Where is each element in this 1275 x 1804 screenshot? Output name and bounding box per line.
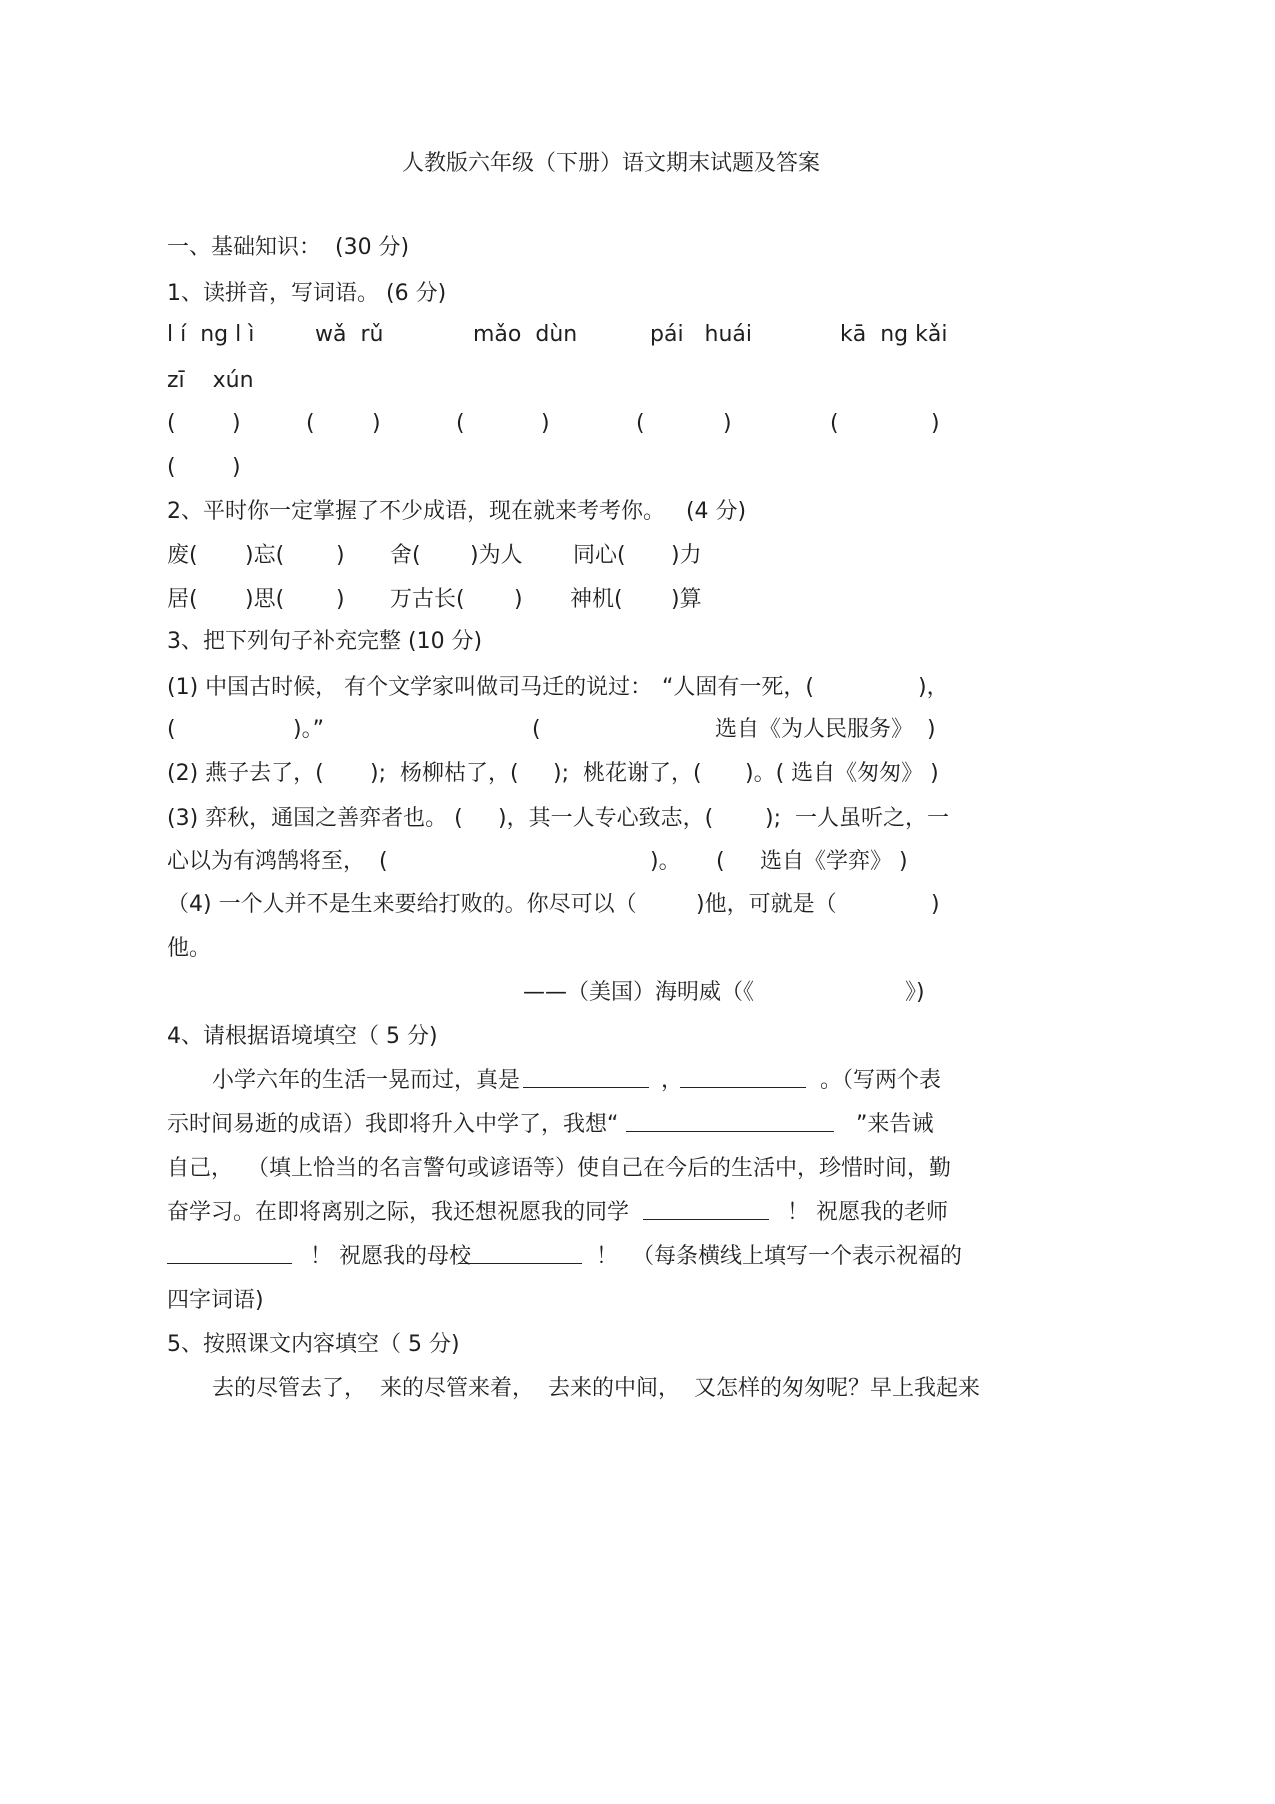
answer-paren-close: ) — [723, 411, 732, 436]
q4-text: ”来告诫 — [856, 1112, 934, 1137]
sentence-3-part: ); 一人虽听之，一 — [765, 806, 949, 831]
sentence-4-part: （4) 一个人并不是生来要给打败的。你尽可以（ — [167, 892, 637, 917]
pinyin-1: l í ng l ì — [167, 322, 255, 347]
sentence-3-part: )，其一人专心致志，( — [498, 806, 714, 831]
answer-paren-open: ( — [167, 455, 176, 480]
fill-blank[interactable] — [626, 1131, 834, 1132]
sentence-1-text: (1) 中国古时候， 有个文学家叫做司马迁的说过： — [167, 675, 653, 700]
idiom-fragment: 万古长( — [390, 587, 465, 612]
sentence-2-part: ); 桃花谢了，( — [553, 761, 702, 786]
q4-text: 。（写两个表 — [820, 1068, 942, 1093]
question-4-prompt: 4、请根据语境填空（ 5 分) — [167, 1024, 438, 1049]
answer-paren-close: ) — [541, 411, 550, 436]
idiom-fragment: 居( — [167, 587, 198, 612]
fill-blank[interactable] — [523, 1087, 649, 1088]
sentence-2-part: )。( 选自《匆匆》 ) — [745, 761, 939, 786]
sentence-4-part: )他，可就是（ — [696, 892, 837, 917]
q5-text: 去的尽管去了， 来的尽管来着， 去来的中间， 又怎样的匆匆呢？早上我起来 — [212, 1376, 980, 1401]
idiom-fragment: ) — [336, 543, 345, 568]
idiom-fragment: 废( — [167, 543, 198, 568]
fill-blank[interactable] — [643, 1219, 769, 1220]
pinyin-2: wǎ rǔ — [315, 322, 384, 347]
answer-paren-close: ) — [931, 411, 940, 436]
q4-text: 自己， （填上恰当的名言警句或谚语等）使自己在今后的生活中，珍惜时间，勤 — [167, 1156, 951, 1181]
answer-paren-close: ) — [232, 455, 241, 480]
sentence-2-part: ); 杨柳枯了，( — [370, 761, 519, 786]
question-5-prompt: 5、按照课文内容填空（ 5 分) — [167, 1332, 460, 1357]
sentence-3-part: ( — [716, 849, 725, 874]
sentence-1-close: )， — [918, 675, 949, 700]
idiom-fragment: )思( — [245, 587, 285, 612]
pinyin-4: pái huái — [650, 322, 753, 347]
fill-blank[interactable] — [458, 1263, 582, 1264]
answer-paren-open: ( — [167, 411, 176, 436]
section-heading: 一、基础知识： (30 分) — [167, 235, 410, 260]
q4-text: ！ （每条横线上填写一个表示祝福的 — [596, 1244, 962, 1269]
idiom-fragment: 同心( — [573, 543, 626, 568]
fill-blank[interactable] — [167, 1263, 292, 1264]
sentence-3-part: )。 — [650, 849, 681, 874]
idiom-fragment: 神机( — [570, 587, 623, 612]
sentence-3-source: 选自《学弈》 ) — [760, 849, 908, 874]
q4-text: ， — [661, 1068, 684, 1093]
sentence-1-paren: ( — [167, 717, 176, 742]
pinyin-6: zī xún — [167, 368, 254, 393]
sentence-3-part: (3) 弈秋，通国之善弈者也。 ( — [167, 806, 463, 831]
idiom-fragment: 舍( — [390, 543, 421, 568]
sentence-1-quote-end: )。” — [293, 717, 324, 742]
pinyin-3: mǎo dùn — [473, 322, 578, 347]
sentence-2-part: (2) 燕子去了，( — [167, 761, 324, 786]
answer-paren-open: ( — [306, 411, 315, 436]
answer-paren-open: ( — [456, 411, 465, 436]
sentence-1-quote: “人固有一死，( — [662, 675, 814, 700]
answer-paren-open: ( — [636, 411, 645, 436]
sentence-3-part: 心以为有鸿鹄将至， ( — [167, 849, 388, 874]
pinyin-5: kā ng kǎi — [840, 322, 948, 347]
sentence-4-end: 他。 — [167, 936, 212, 961]
question-3-prompt: 3、把下列句子补充完整 (10 分) — [167, 629, 483, 654]
question-1-prompt: 1、读拼音，写词语。 (6 分) — [167, 281, 447, 306]
q4-text: 四字词语) — [167, 1288, 264, 1313]
q4-text: ！ 祝愿我的母校 — [310, 1244, 471, 1269]
page-title: 人教版六年级（下册）语文期末试题及答案 — [402, 151, 821, 176]
q4-text: ！ 祝愿我的老师 — [787, 1200, 948, 1225]
question-2-prompt: 2、平时你一定掌握了不少成语，现在就来考考你。 (4 分) — [167, 499, 747, 524]
answer-paren-open: ( — [830, 411, 839, 436]
q4-text: 奋学习。在即将离别之际，我还想祝愿我的同学 — [167, 1200, 630, 1225]
answer-paren-close: ) — [372, 411, 381, 436]
sentence-4-part: ) — [931, 892, 940, 917]
idiom-fragment: )算 — [671, 587, 702, 612]
sentence-1-paren: ( — [532, 717, 541, 742]
idiom-fragment: )为人 — [470, 543, 523, 568]
idiom-fragment: )忘( — [245, 543, 285, 568]
q4-text: 示时间易逝的成语）我即将升入中学了，我想“ — [167, 1112, 619, 1137]
q4-text: 小学六年的生活一晃而过，真是 — [212, 1068, 521, 1093]
answer-paren-close: ) — [232, 411, 241, 436]
idiom-fragment: ) — [336, 587, 345, 612]
idiom-fragment: ) — [514, 587, 523, 612]
sentence-4-attribution: ——（美国）海明威（《 — [523, 980, 755, 1005]
sentence-1-source: 选自《为人民服务》 ) — [715, 717, 936, 742]
fill-blank[interactable] — [680, 1087, 806, 1088]
sentence-4-attribution-close: 》) — [905, 980, 925, 1005]
idiom-fragment: )力 — [671, 543, 702, 568]
